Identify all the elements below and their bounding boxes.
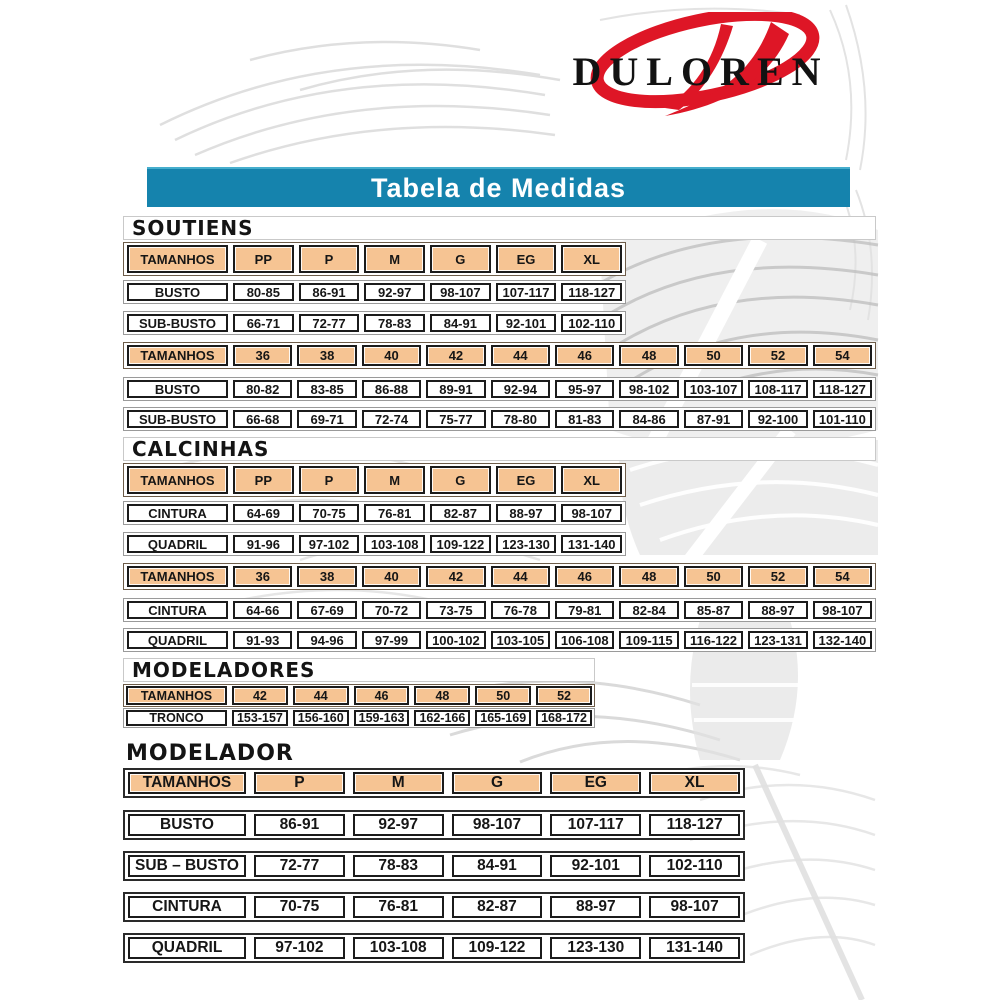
value-cell: 89-91 — [426, 380, 485, 398]
table-row — [123, 598, 876, 622]
size-cell: XL — [561, 466, 622, 494]
size-cell: 40 — [362, 566, 421, 587]
section-heading: CALCINHAS — [123, 437, 876, 461]
value-cell: 102-110 — [649, 855, 740, 877]
value-cell: 66-68 — [233, 410, 292, 428]
value-cell: 87-91 — [684, 410, 743, 428]
size-cell: 38 — [297, 566, 356, 587]
size-cell: EG — [496, 245, 557, 273]
value-cell: 92-97 — [353, 814, 444, 836]
value-cell: 168-172 — [536, 710, 592, 726]
size-tables — [123, 216, 879, 974]
value-cell: 79-81 — [555, 601, 614, 619]
value-cell: 98-107 — [649, 896, 740, 918]
size-header-label-cell: TAMANHOS — [127, 245, 228, 273]
section-modelador — [123, 742, 879, 963]
size-cell: 36 — [233, 566, 292, 587]
section-calcinhas — [123, 437, 879, 652]
value-cell: 102-110 — [561, 314, 622, 332]
measure-label-cell: TRONCO — [126, 710, 227, 726]
table-header-row — [123, 768, 745, 798]
size-cell: PP — [233, 245, 294, 273]
size-cell: PP — [233, 466, 294, 494]
size-cell: 50 — [684, 566, 743, 587]
value-cell: 97-102 — [254, 937, 345, 959]
table-row — [123, 628, 876, 652]
table-row — [123, 311, 626, 335]
size-cell: G — [430, 466, 491, 494]
size-cell: 42 — [232, 686, 288, 705]
value-cell: 92-101 — [496, 314, 557, 332]
size-cell: P — [299, 245, 360, 273]
size-cell: 46 — [555, 345, 614, 366]
value-cell: 78-83 — [353, 855, 444, 877]
logo-text: DULOREN — [572, 49, 829, 94]
value-cell: 76-78 — [491, 601, 550, 619]
value-cell: 165-169 — [475, 710, 531, 726]
size-cell: 48 — [619, 566, 678, 587]
brand-logo — [553, 12, 848, 120]
size-table — [123, 463, 626, 556]
value-cell: 92-97 — [364, 283, 425, 301]
value-cell: 159-163 — [354, 710, 410, 726]
size-cell: G — [452, 772, 543, 794]
measure-label-cell: QUADRIL — [127, 631, 228, 649]
value-cell: 118-127 — [561, 283, 622, 301]
page-title: Tabela de Medidas — [370, 172, 627, 203]
value-cell: 103-105 — [491, 631, 550, 649]
table-header-row — [123, 242, 626, 276]
table-row — [123, 280, 626, 304]
measure-label-cell: BUSTO — [128, 814, 246, 836]
value-cell: 84-91 — [452, 855, 543, 877]
value-cell: 86-88 — [362, 380, 421, 398]
value-cell: 69-71 — [297, 410, 356, 428]
measure-label-cell: CINTURA — [128, 896, 246, 918]
value-cell: 97-99 — [362, 631, 421, 649]
section-heading: SOUTIENS — [123, 216, 876, 240]
value-cell: 86-91 — [254, 814, 345, 836]
size-cell: P — [299, 466, 360, 494]
size-cell: 46 — [354, 686, 410, 705]
value-cell: 156-160 — [293, 710, 349, 726]
measure-label-cell: SUB – BUSTO — [128, 855, 246, 877]
value-cell: 98-107 — [452, 814, 543, 836]
size-cell: 52 — [748, 566, 807, 587]
value-cell: 123-130 — [550, 937, 641, 959]
measure-label-cell: CINTURA — [127, 504, 228, 522]
size-cell: 44 — [293, 686, 349, 705]
value-cell: 131-140 — [649, 937, 740, 959]
measure-label-cell: QUADRIL — [128, 937, 246, 959]
value-cell: 64-66 — [233, 601, 292, 619]
size-cell: P — [254, 772, 345, 794]
size-table — [123, 768, 745, 963]
section-heading: MODELADORES — [123, 658, 595, 682]
size-cell: 44 — [491, 566, 550, 587]
value-cell: 81-83 — [555, 410, 614, 428]
value-cell: 100-102 — [426, 631, 485, 649]
value-cell: 123-130 — [496, 535, 557, 553]
size-cell: 48 — [414, 686, 470, 705]
value-cell: 82-87 — [430, 504, 491, 522]
value-cell: 116-122 — [684, 631, 743, 649]
size-cell: 54 — [813, 566, 872, 587]
size-cell: 50 — [684, 345, 743, 366]
value-cell: 75-77 — [426, 410, 485, 428]
value-cell: 80-85 — [233, 283, 294, 301]
measure-label-cell: BUSTO — [127, 380, 228, 398]
measure-label-cell: BUSTO — [127, 283, 228, 301]
value-cell: 103-107 — [684, 380, 743, 398]
value-cell: 82-84 — [619, 601, 678, 619]
size-header-label-cell: TAMANHOS — [127, 345, 228, 366]
value-cell: 78-83 — [364, 314, 425, 332]
value-cell: 98-102 — [619, 380, 678, 398]
value-cell: 162-166 — [414, 710, 470, 726]
measure-label-cell: CINTURA — [127, 601, 228, 619]
value-cell: 109-122 — [452, 937, 543, 959]
size-cell: EG — [550, 772, 641, 794]
table-row — [123, 377, 876, 401]
value-cell: 123-131 — [748, 631, 807, 649]
value-cell: 84-86 — [619, 410, 678, 428]
size-cell: 42 — [426, 566, 485, 587]
value-cell: 95-97 — [555, 380, 614, 398]
section-soutiens — [123, 216, 879, 431]
value-cell: 78-80 — [491, 410, 550, 428]
value-cell: 72-77 — [254, 855, 345, 877]
value-cell: 103-108 — [364, 535, 425, 553]
table-row — [123, 501, 626, 525]
size-cell: 54 — [813, 345, 872, 366]
size-cell: 46 — [555, 566, 614, 587]
value-cell: 107-117 — [550, 814, 641, 836]
value-cell: 88-97 — [550, 896, 641, 918]
table-header-row — [123, 342, 876, 369]
value-cell: 118-127 — [813, 380, 872, 398]
value-cell: 66-71 — [233, 314, 294, 332]
value-cell: 76-81 — [364, 504, 425, 522]
value-cell: 107-117 — [496, 283, 557, 301]
table-header-row — [123, 563, 876, 590]
value-cell: 131-140 — [561, 535, 622, 553]
value-cell: 97-102 — [299, 535, 360, 553]
size-cell: G — [430, 245, 491, 273]
value-cell: 88-97 — [748, 601, 807, 619]
size-cell: 38 — [297, 345, 356, 366]
size-table — [123, 342, 876, 431]
size-header-label-cell: TAMANHOS — [126, 686, 227, 705]
size-table — [123, 684, 595, 728]
value-cell: 67-69 — [297, 601, 356, 619]
size-header-label-cell: TAMANHOS — [128, 772, 246, 794]
size-cell: EG — [496, 466, 557, 494]
size-cell: 52 — [748, 345, 807, 366]
value-cell: 85-87 — [684, 601, 743, 619]
value-cell: 108-117 — [748, 380, 807, 398]
value-cell: 103-108 — [353, 937, 444, 959]
value-cell: 98-107 — [561, 504, 622, 522]
size-cell: 48 — [619, 345, 678, 366]
value-cell: 118-127 — [649, 814, 740, 836]
size-cell: 36 — [233, 345, 292, 366]
size-header-label-cell: TAMANHOS — [127, 566, 228, 587]
table-row — [123, 892, 745, 922]
value-cell: 83-85 — [297, 380, 356, 398]
value-cell: 80-82 — [233, 380, 292, 398]
value-cell: 73-75 — [426, 601, 485, 619]
table-row — [123, 708, 595, 728]
section-heading: MODELADOR — [126, 741, 294, 766]
size-header-label-cell: TAMANHOS — [127, 466, 228, 494]
size-cell: M — [353, 772, 444, 794]
measure-label-cell: SUB-BUSTO — [127, 314, 228, 332]
value-cell: 82-87 — [452, 896, 543, 918]
value-cell: 106-108 — [555, 631, 614, 649]
size-table — [123, 242, 626, 335]
value-cell: 84-91 — [430, 314, 491, 332]
table-row — [123, 851, 745, 881]
value-cell: 72-74 — [362, 410, 421, 428]
measure-label-cell: QUADRIL — [127, 535, 228, 553]
table-row — [123, 532, 626, 556]
size-cell: 40 — [362, 345, 421, 366]
value-cell: 91-93 — [233, 631, 292, 649]
table-row — [123, 933, 745, 963]
value-cell: 70-75 — [254, 896, 345, 918]
value-cell: 153-157 — [232, 710, 288, 726]
measure-label-cell: SUB-BUSTO — [127, 410, 228, 428]
value-cell: 132-140 — [813, 631, 872, 649]
table-row — [123, 810, 745, 840]
size-table — [123, 563, 876, 652]
value-cell: 70-72 — [362, 601, 421, 619]
value-cell: 109-122 — [430, 535, 491, 553]
size-cell: 50 — [475, 686, 531, 705]
value-cell: 91-96 — [233, 535, 294, 553]
value-cell: 70-75 — [299, 504, 360, 522]
value-cell: 92-101 — [550, 855, 641, 877]
value-cell: 72-77 — [299, 314, 360, 332]
table-header-row — [123, 684, 595, 707]
value-cell: 64-69 — [233, 504, 294, 522]
table-row — [123, 407, 876, 431]
value-cell: 94-96 — [297, 631, 356, 649]
section-modeladores — [123, 658, 879, 728]
value-cell: 86-91 — [299, 283, 360, 301]
value-cell: 109-115 — [619, 631, 678, 649]
value-cell: 98-107 — [813, 601, 872, 619]
size-cell: XL — [561, 245, 622, 273]
value-cell: 88-97 — [496, 504, 557, 522]
value-cell: 98-107 — [430, 283, 491, 301]
table-header-row — [123, 463, 626, 497]
size-cell: M — [364, 245, 425, 273]
size-cell: XL — [649, 772, 740, 794]
size-cell: 42 — [426, 345, 485, 366]
size-cell: 52 — [536, 686, 592, 705]
value-cell: 92-100 — [748, 410, 807, 428]
size-cell: 44 — [491, 345, 550, 366]
value-cell: 76-81 — [353, 896, 444, 918]
value-cell: 92-94 — [491, 380, 550, 398]
size-cell: M — [364, 466, 425, 494]
value-cell: 101-110 — [813, 410, 872, 428]
title-banner — [147, 167, 850, 207]
